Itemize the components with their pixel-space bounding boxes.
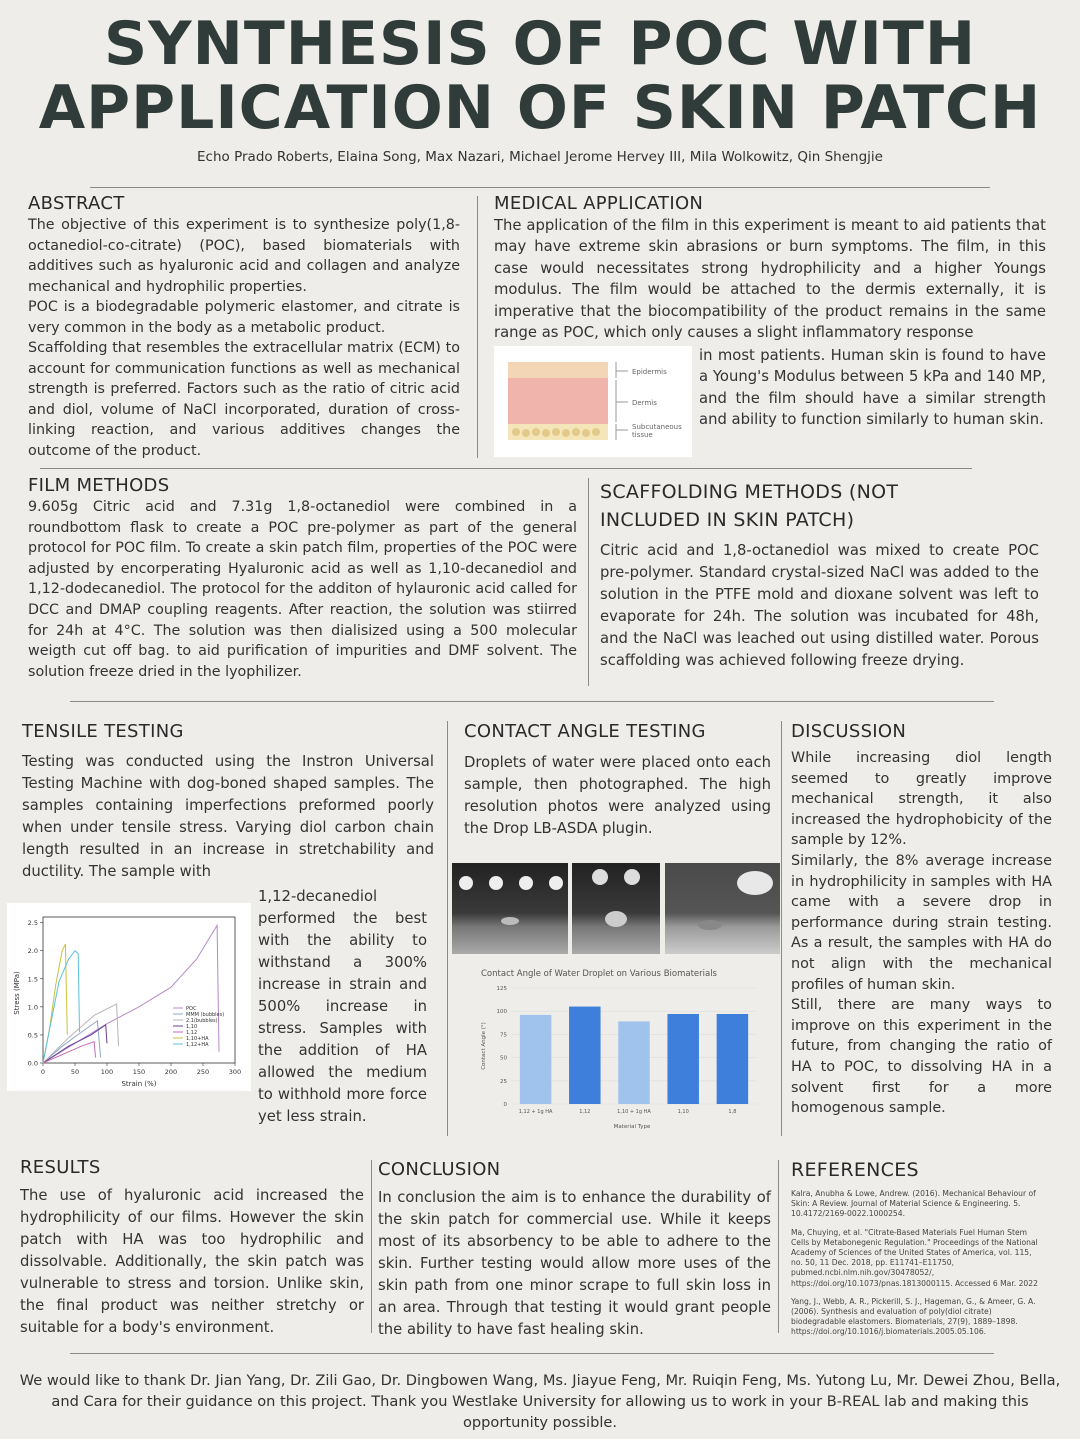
contact-chart-category-label: 1,8 <box>728 1109 737 1115</box>
divider <box>90 187 990 188</box>
stress-chart-series-line <box>43 1004 119 1063</box>
conclusion-heading: CONCLUSION <box>378 1159 501 1180</box>
contact-chart-category-label: 1,10 + 1g HA <box>617 1109 651 1115</box>
stress-chart-legend-label: 1,10 <box>186 1024 198 1030</box>
contact-chart-bar <box>569 1007 600 1104</box>
contact-chart-y-tick-label: 0 <box>503 1102 507 1108</box>
contact-chart-category-label: 1,12 <box>579 1109 591 1115</box>
medical-section <box>494 193 1046 343</box>
contact-angle-chart-svg <box>467 960 767 1136</box>
contact-chart-category-label: 1,10 <box>677 1109 689 1115</box>
stress-chart-legend-label: 1,12 <box>186 1030 198 1036</box>
contact-chart-y-tick-label: 125 <box>496 986 507 992</box>
title-line-1: SYNTHESIS OF POC WITH <box>103 9 977 79</box>
contact-paragraph: Droplets of water were placed onto each sample, then photographed. The high resolution photos were analyzed using the Drop LB-ASDA plugin. <box>464 754 771 837</box>
film-paragraph: 9.605g Citric acid and 7.31g 1,8-octanediol were combined in a roundbottom flask to create a POC pre-polymer as part of the general protocol for POC film. To create a skin patch film, properties of the POC were adjusted by encorperating Hyaluronic acid as well as 1,10-decanediol and 1,12-dodecanediol. The protocol for the additon of hylauronic acid called for DCC and DMAP coupling reagents. After reaction, the solution was stiirred for 24h at 4°C. The solution was then dialisized using a 500 molecular weigth cut off bag. to aid purification of impurities and DMF solvent. The solution freeze dried in the lyophilizer. <box>28 499 577 680</box>
skin-label-tissue: tissue <box>632 431 653 439</box>
contact-chart-y-tick-label: 50 <box>500 1055 507 1062</box>
abstract-paragraph: The objective of this experiment is to synthesize poly(1,8-octanediol-co-citrate) (POC), based biomaterials with additives such as hyaluronic acid and collagen and analyze mechanical and hydrophilic properties. <box>28 217 460 295</box>
medical-section-continued <box>699 345 1046 431</box>
abstract-heading: ABSTRACT <box>28 193 125 214</box>
stress-chart-x-tick-label: 50 <box>70 1068 80 1076</box>
stress-chart-series-line <box>43 951 80 1063</box>
contact-angle-section <box>464 721 771 840</box>
stress-chart-series-line <box>43 1021 101 1063</box>
tensile-paragraph: Testing was conducted using the Instron Universal Testing Machine with dog-boned shaped samples. The samples containing imperfections preformed poorly when under tensile stress. Varying diol carbon chain length resulted in an increase in stretchability and ductility. The sample with <box>22 753 434 880</box>
scaffolding-heading-line-2: INCLUDED IN SKIN PATCH) <box>600 509 855 531</box>
stress-chart-legend-label: 1,10+HA <box>186 1036 209 1042</box>
stress-chart-y-tick-label: 1.5 <box>27 975 38 984</box>
contact-chart-bar <box>717 1014 748 1104</box>
stress-chart-x-tick-label: 200 <box>164 1068 178 1076</box>
acknowledgement: We would like to thank Dr. Jian Yang, Dr. Zili Gao, Dr. Dingbowen Wang, Ms. Jiayue Feng, Mr. Ruiqin Feng, Ms. Yutong Lu, Mr. Dewei Zhou, Bella, and Cara for their guidance on this project. Thank you Westlake University for allowing us to work in your B-REAL lab and making this opportunity possible. <box>19 1372 1061 1431</box>
conclusion-section <box>378 1159 771 1341</box>
reference-item: Ma, Chuying, et al. "Citrate-Based Materials Fuel Human Stem Cells by Metabonegenic Regulation." Proceedings of the National Academy of Sciences of the United States of America, vol. 115, no. 50, 11 Dec. 2018, pp. E11741–E11750, pubmed.ncbi.nlm.nih.gov/30478052/, https://doi.org/10.1073/pnas.1813000115. Accessed 6 Mar. 2022 <box>791 1227 1038 1288</box>
stress-chart-y-tick-label: 0.5 <box>27 1031 38 1040</box>
medical-paragraph: in most patients. Human skin is found to have a Young's Modulus between 5 kPa and 140 MP, and the film should have a similar strength and ability to function similarly to human skin. <box>699 347 1046 429</box>
stress-chart-y-tick-label: 1.0 <box>27 1003 38 1012</box>
contact-chart-ylabel: Contact Angle (°) <box>481 1022 487 1070</box>
tensile-paragraph: 1,12-decanediol performed the best with the ability to withstand a 300% increase in strain and 500% increase in stress. Samples with the addition of HA allowed the medium to withhold more force yet less strain. <box>258 888 427 1125</box>
discussion-section <box>791 721 1052 1119</box>
tensile-section-continued <box>258 886 427 1128</box>
scaffolding-heading <box>600 478 1039 534</box>
stress-chart-x-tick-label: 100 <box>100 1068 114 1076</box>
contact-chart-title: Contact Angle of Water Droplet on Various Biomaterials <box>481 969 717 979</box>
skin-layers-illustration <box>494 346 692 457</box>
stress-chart-y-tick-label: 0.0 <box>27 1059 38 1068</box>
divider <box>40 468 972 469</box>
references-list <box>791 1189 1043 1338</box>
film-heading: FILM METHODS <box>28 475 170 496</box>
contact-chart-bar <box>667 1014 698 1104</box>
reference-item: Kalra, Anubha & Lowe, Andrew. (2016). Mechanical Behaviour of Skin: A Review. Journal of Material Science & Engineering. 5. 10.4172/2169-0022.1000254. <box>791 1189 1036 1219</box>
stress-chart-xlabel: Strain (%) <box>121 1080 157 1088</box>
conclusion-paragraph: In conclusion the aim is to enhance the durability of the skin patch for commercial use. While it keeps most of its absorbency to be able to adhere to the skin. Further testing would allow more uses of the skin path from one minor scrape to full skin loss in an area. Through that testing it would grant people the ability to have fast healing skin. <box>378 1189 771 1338</box>
results-heading: RESULTS <box>20 1157 101 1178</box>
medical-paragraph: The application of the film in this experiment is meant to aid patients that may have extreme skin abrasions or burn symptoms. The film, in this case would necessitates strong hydrophilicity and a higher Youngs modulus. The film would be attached to the dermis externally, it is imperative that the biocompatibility of the product remains in the same range as POC, which only causes a slight inflammatory response <box>494 217 1046 342</box>
contact-chart-y-tick-label: 25 <box>500 1078 507 1085</box>
poster-title <box>0 9 1080 143</box>
abstract-paragraph: Scaffolding that resembles the extracellular matrix (ECM) to account for communication functions as well as mechanical strength is preferred. Factors such as the ratio of citric acid and diol, volume of NaCl incorporated, duration of cross-linking reaction, and various additives changes the outcome of the product. <box>28 340 460 459</box>
divider <box>781 721 782 1136</box>
divider <box>477 196 478 458</box>
stress-chart-y-tick-label: 2.5 <box>27 919 38 928</box>
stress-chart-x-tick-label: 250 <box>196 1068 210 1076</box>
tensile-section <box>22 721 434 883</box>
divider <box>70 1353 994 1354</box>
results-paragraph: The use of hyaluronic acid increased the hydrophilicity of our films. However the skin patch with HA was too hydrophilic and dissolvable. Additionally, the skin patch was vulnerable to stress and torsion. Unlike skin, the final product was neither stretchy or suitable for a body's environment. <box>20 1187 364 1336</box>
divider <box>447 721 448 1136</box>
reference-item: Yang, J., Webb, A. R., Pickerill, S. J., Hageman, G., & Ameer, G. A. (2006). Synthesis and evaluation of poly(diol citrate) biodegradable elastomers. Biomaterials, 27(9), 1889–1898. https://doi.org/10.1016/j.biomaterials.2005.05.106. <box>791 1296 1036 1337</box>
abstract-section <box>28 193 460 461</box>
stress-chart-legend-label: POC <box>186 1006 197 1012</box>
contact-chart-category-label: 1,12 + 1g HA <box>518 1109 553 1115</box>
medical-heading: MEDICAL APPLICATION <box>494 193 704 214</box>
stress-chart-x-tick-label: 300 <box>228 1068 242 1076</box>
droplet-photo <box>452 863 568 954</box>
skin-label-dermis: Dermis <box>632 399 657 407</box>
stress-chart-series-line <box>43 1042 96 1063</box>
stress-chart-series-line <box>43 1025 107 1063</box>
contact-chart-y-tick-label: 100 <box>496 1009 507 1016</box>
discussion-heading: DISCUSSION <box>791 721 907 742</box>
skin-label-epidermis: Epidermis <box>632 368 667 376</box>
title-line-2: APPLICATION OF SKIN PATCH <box>38 73 1042 143</box>
discussion-paragraph: While increasing diol length seemed to greatly improve mechanical strength, it also increased the hydrophobicity of the sample by 12%. <box>791 750 1052 849</box>
stress-chart-x-tick-label: 150 <box>132 1068 146 1076</box>
stress-strain-chart <box>7 903 251 1091</box>
divider <box>371 1160 372 1333</box>
references-section <box>791 1159 1043 1346</box>
tensile-heading: TENSILE TESTING <box>22 721 184 742</box>
divider <box>588 478 589 686</box>
divider <box>778 1160 779 1333</box>
contact-chart-bar <box>520 1015 551 1104</box>
droplet-photo <box>665 863 780 954</box>
references-heading: REFERENCES <box>791 1159 919 1181</box>
authors: Echo Prado Roberts, Elaina Song, Max Nazari, Michael Jerome Hervey III, Mila Wolkowitz, Qin Shengjie <box>197 149 883 165</box>
results-section <box>20 1157 364 1339</box>
divider <box>70 701 994 702</box>
stress-chart-legend-label: 1,12+HA <box>186 1042 209 1048</box>
skin-label-subcutaneous: Subcutaneous <box>632 423 682 431</box>
discussion-paragraph: Similarly, the 8% average increase in hydrophilicity in samples with HA came with a severe drop in performance during strain testing. As a result, the samples with HA do not align with the mechanical profiles of human skin. <box>791 852 1052 993</box>
droplet-photo <box>572 863 660 954</box>
scaffolding-section <box>600 478 1039 672</box>
stress-chart-legend-label: 2.1(bubbles) <box>186 1018 218 1024</box>
stress-chart-legend-label: MMM (bubbles) <box>186 1012 225 1018</box>
stress-chart-ylabel: Stress (MPa) <box>13 971 21 1015</box>
contact-chart-y-tick-label: 75 <box>500 1032 507 1039</box>
contact-angle-chart <box>467 960 767 1136</box>
stress-chart-y-tick-label: 2.0 <box>27 947 38 956</box>
contact-heading: CONTACT ANGLE TESTING <box>464 721 706 742</box>
abstract-paragraph: POC is a biodegradable polymeric elastomer, and citrate is very common in the body as a metabolic product. <box>28 299 460 336</box>
stress-strain-chart-svg <box>7 903 251 1091</box>
contact-chart-xlabel: Material Type <box>613 1124 651 1130</box>
contact-chart-bar <box>618 1021 649 1104</box>
discussion-paragraph: Still, there are many ways to improve on this experiment in the future, from changing the ratio of HA to POC, to dissolving HA in a solvent first for a more homogenous sample. <box>791 997 1052 1117</box>
film-methods-section <box>28 475 577 682</box>
scaffolding-heading-line-1: SCAFFOLDING METHODS (NOT <box>600 481 899 503</box>
scaffolding-paragraph: Citric acid and 1,8-octanediol was mixed to create POC pre-polymer. Standard crystal-sized NaCl was added to the solution in the PTFE mold and dioxane solvent was left to evaporate for 24h. The solution was incubated for 48h, and the NaCl was leached out using distilled water. Porous scaffolding was achieved following freeze drying. <box>600 542 1039 669</box>
stress-chart-x-tick-label: 0 <box>40 1068 46 1076</box>
